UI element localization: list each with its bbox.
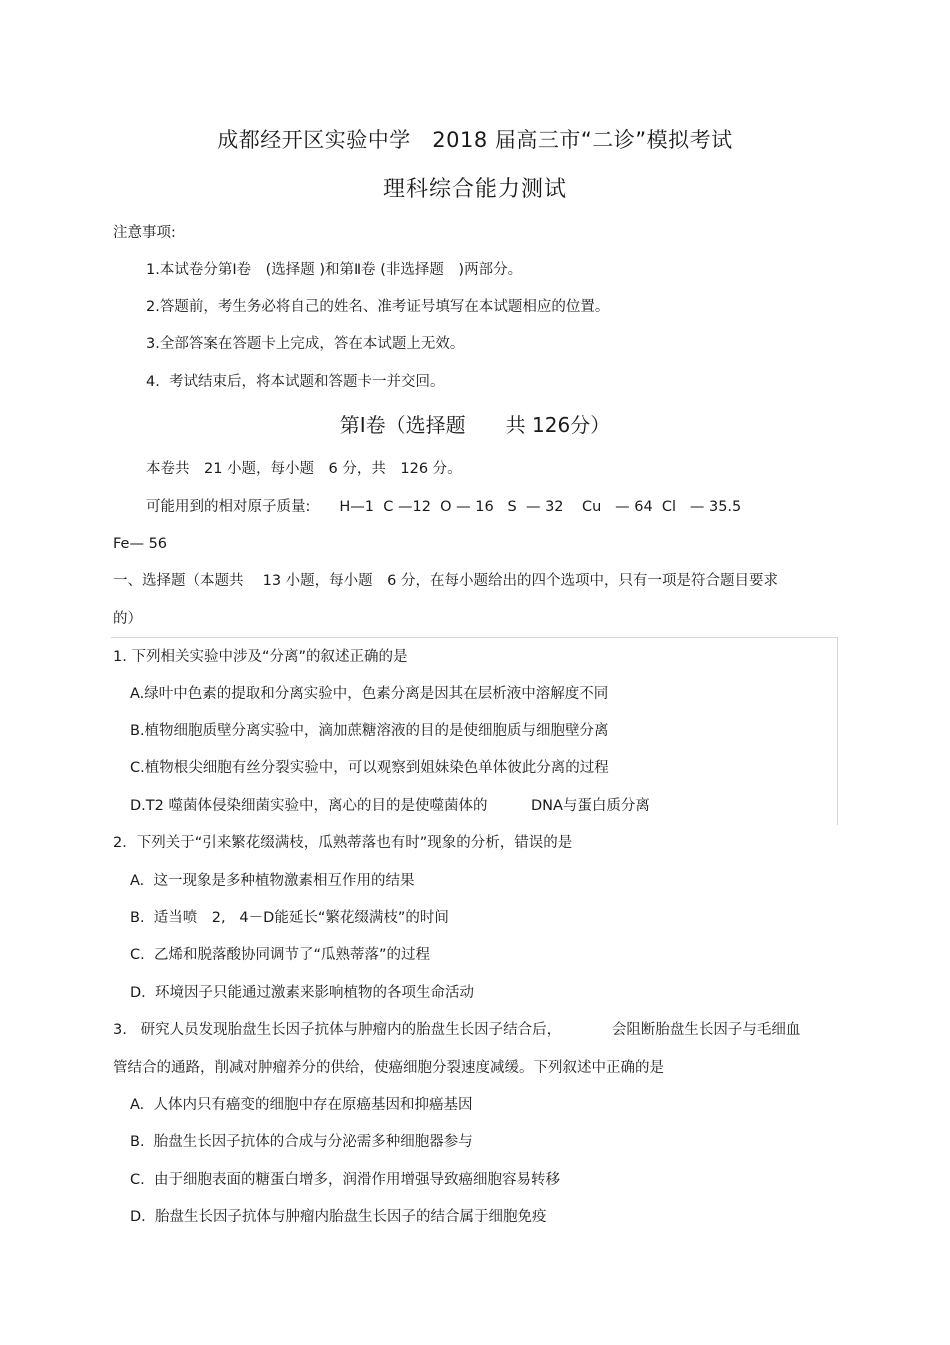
- question-2-stem: 2．下列关于“引来繁花缀满枝，瓜熟蒂落也有时”现象的分析，错误的是: [113, 835, 573, 851]
- question-2-option-b: B. 适当喷 2, 4－D能延长“繁花缀满枝”的时间: [130, 910, 449, 926]
- notice-item-3: 3.全部答案在答题卡上完成，答在本试题上无效。: [146, 336, 465, 352]
- exam-subtitle: 理科综合能力测试: [382, 177, 567, 202]
- question-1-option-b: B.植物细胞质壁分离实验中，滴加蔗糖溶液的目的是使细胞质与细胞壁分离: [130, 723, 609, 739]
- question-3-option-a: A. 人体内只有癌变的细胞中存在原癌基因和抑癌基因: [130, 1097, 473, 1113]
- notice-item-2: 2.答题前，考生务必将自己的姓名、准考证号填写在本试题相应的位置。: [146, 299, 610, 315]
- question-frame-top-rule: [111, 637, 838, 638]
- atomic-mass-line: 可能用到的相对原子质量: H—1 C —12 O — 16 S — 32 Cu — 64 Cl — 35.5: [146, 499, 742, 515]
- notice-item-1: 1.本试卷分第Ⅰ卷 (选择题 )和第Ⅱ卷 (非选择题 )两部分。: [146, 262, 523, 278]
- exam-title: 成都经开区实验中学 2018 届高三市“二诊”模拟考试: [217, 128, 733, 152]
- question-2-option-a: A. 这一现象是多种植物激素相互作用的结果: [130, 873, 415, 889]
- section-title: 第Ⅰ卷（选择题 共 126分）: [339, 413, 611, 437]
- question-3-option-d: D. 胎盘生长因子抗体与肿瘤内胎盘生长因子的结合属于细胞免疫: [130, 1209, 547, 1225]
- section-intro: 本卷共 21 小题，每小题 6 分，共 126 分。: [146, 461, 462, 477]
- question-3-option-c: C. 由于细胞表面的糖蛋白增多，润滑作用增强导致癌细胞容易转移: [130, 1172, 560, 1188]
- question-3-option-b: B. 胎盘生长因子抗体的合成与分泌需多种细胞器参与: [130, 1134, 473, 1150]
- part-heading-cont: 的）: [113, 611, 142, 627]
- question-1-option-d: D.T2 噬菌体侵染细菌实验中，离心的目的是使噬菌体的 DNA与蛋白质分离: [130, 798, 650, 814]
- part-heading: 一、选择题（本题共 13 小题，每小题 6 分，在每小题给出的四个选项中，只有一项是符合题目要求: [113, 573, 778, 589]
- notice-item-4: 4. 考试结束后，将本试题和答题卡一并交回。: [146, 374, 445, 390]
- question-3-stem-cont: 管结合的通路，削减对肿瘤养分的供给，使癌细胞分裂速度减缓。下列叙述中正确的是: [113, 1060, 664, 1076]
- atomic-mass-line-cont: Fe— 56: [113, 536, 168, 552]
- question-1-option-c: C.植物根尖细胞有丝分裂实验中，可以观察到姐妹染色单体彼此分离的过程: [130, 760, 609, 776]
- question-1-stem: 1. 下列相关实验中涉及“分离”的叙述正确的是: [113, 649, 408, 665]
- question-1-option-a: A.绿叶中色素的提取和分离实验中，色素分离是因其在层析液中溶解度不同: [130, 686, 609, 702]
- question-frame-right-rule: [837, 637, 838, 825]
- question-2-option-d: D. 环境因子只能通过激素来影响植物的各项生命活动: [130, 985, 474, 1001]
- question-2-option-c: C. 乙烯和脱落酸协同调节了“瓜熟蒂落”的过程: [130, 947, 430, 963]
- question-3-stem: 3. 研究人员发现胎盘生长因子抗体与肿瘤内的胎盘生长因子结合后， 会阻断胎盘生长因子与毛细血: [113, 1022, 801, 1038]
- notice-heading: 注意事项:: [113, 225, 176, 241]
